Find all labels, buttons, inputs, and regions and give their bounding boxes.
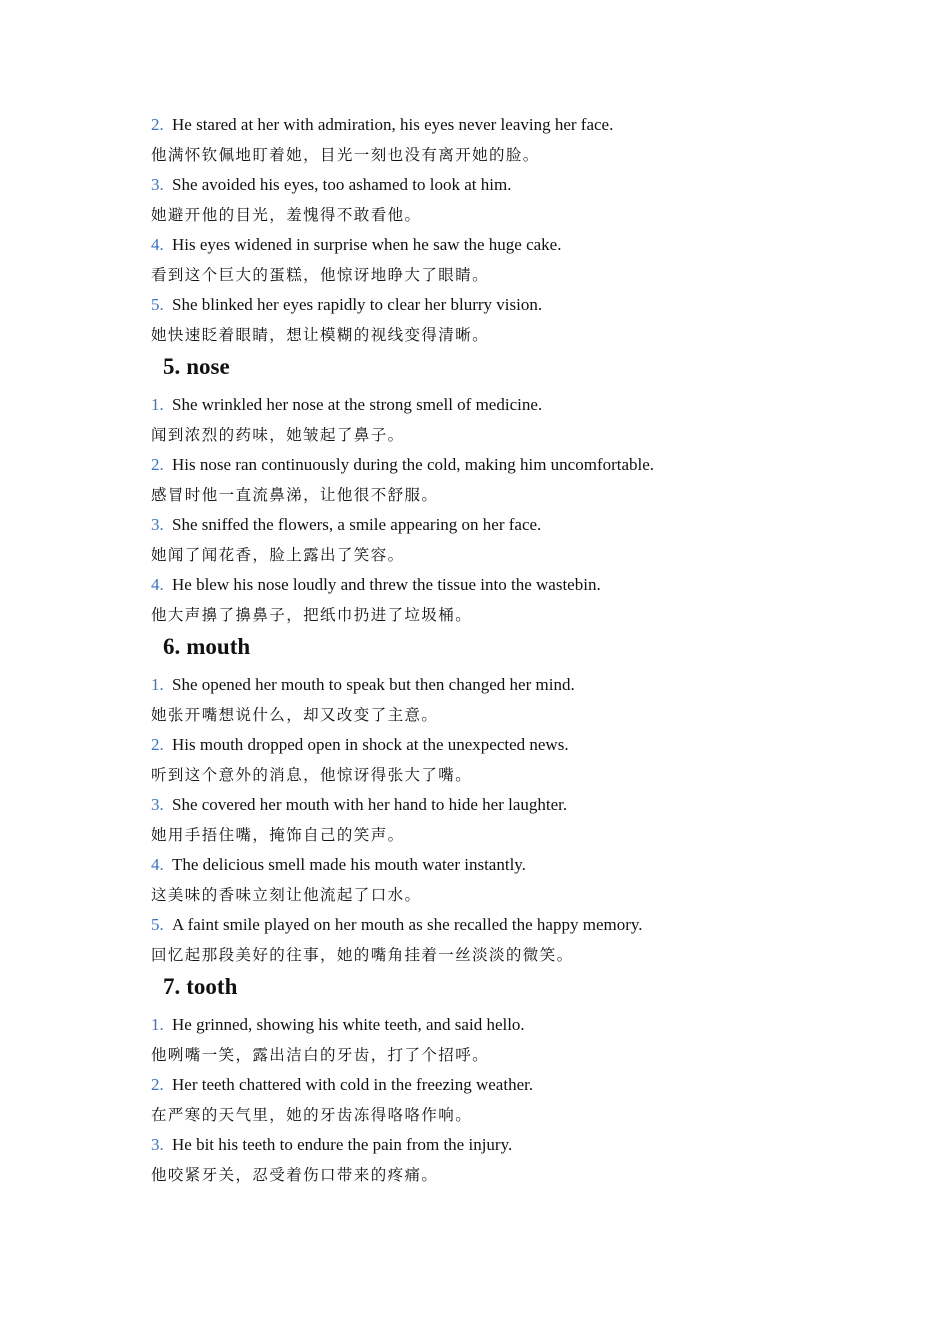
sentence-text: He stared at her with admiration, his eyes never leaving her face. [172, 115, 614, 134]
document-page [151, 114, 851, 1194]
example-sentence-en [151, 1134, 851, 1164]
item-number: 3. [151, 1135, 164, 1154]
example-sentence-en [151, 454, 851, 484]
section-title: nose [186, 354, 230, 379]
sentence-text: He blew his nose loudly and threw the tissue into the wastebin. [172, 575, 601, 594]
section-number: 5. [163, 354, 181, 379]
translation-zh: 听到这个意外的消息，他惊讶得张大了嘴。 [151, 766, 473, 784]
section-heading [151, 632, 851, 674]
example-sentence-en [151, 854, 851, 884]
item-number: 2. [151, 115, 164, 134]
example-sentence-en [151, 1014, 851, 1044]
section-number: 7. [163, 974, 181, 999]
translation-zh: 她闻了闻花香，脸上露出了笑容。 [151, 546, 405, 564]
example-sentence-en [151, 514, 851, 544]
sentence-text: Her teeth chattered with cold in the freezing weather. [172, 1075, 534, 1094]
translation-zh: 她快速眨着眼睛，想让模糊的视线变得清晰。 [151, 326, 490, 344]
translation-zh: 她张开嘴想说什么，却又改变了主意。 [151, 706, 439, 724]
translation-zh: 闻到浓烈的药味，她皱起了鼻子。 [151, 426, 405, 444]
translation-zh: 他咧嘴一笑，露出洁白的牙齿，打了个招呼。 [151, 1046, 490, 1064]
sentence-text: She opened her mouth to speak but then changed her mind. [172, 675, 575, 694]
section-tooth [151, 972, 851, 1194]
translation-zh: 在严寒的天气里，她的牙齿冻得咯咯作响。 [151, 1106, 473, 1124]
item-number: 2. [151, 455, 164, 474]
section-title: tooth [186, 974, 238, 999]
sentence-text: She avoided his eyes, too ashamed to look at him. [172, 175, 512, 194]
example-sentence-en [151, 114, 851, 144]
example-sentence-en [151, 294, 851, 324]
example-sentence-en [151, 394, 851, 424]
item-number: 4. [151, 855, 164, 874]
item-number: 3. [151, 175, 164, 194]
translation-zh: 她用手捂住嘴，掩饰自己的笑声。 [151, 826, 405, 844]
sentence-text: She blinked her eyes rapidly to clear her blurry vision. [172, 295, 543, 314]
section-heading [151, 352, 851, 394]
example-sentence-en [151, 914, 851, 944]
section-heading [151, 972, 851, 1014]
item-number: 3. [151, 795, 164, 814]
sentence-text: His nose ran continuously during the cold, making him uncomfortable. [172, 455, 655, 474]
translation-zh: 感冒时他一直流鼻涕，让他很不舒服。 [151, 486, 439, 504]
sentence-text: He bit his teeth to endure the pain from the injury. [172, 1135, 513, 1154]
item-number: 1. [151, 395, 164, 414]
item-number: 1. [151, 675, 164, 694]
section-number: 6. [163, 634, 181, 659]
sentence-text: She covered her mouth with her hand to hide her laughter. [172, 795, 568, 814]
example-sentence-en [151, 674, 851, 704]
translation-zh: 看到这个巨大的蛋糕，他惊讶地睁大了眼睛。 [151, 266, 490, 284]
sentence-text: She wrinkled her nose at the strong smell of medicine. [172, 395, 543, 414]
sentence-text: His eyes widened in surprise when he saw the huge cake. [172, 235, 562, 254]
translation-zh: 回忆起那段美好的往事，她的嘴角挂着一丝淡淡的微笑。 [151, 946, 574, 964]
item-number: 3. [151, 515, 164, 534]
translation-zh: 他大声擤了擤鼻子，把纸巾扔进了垃圾桶。 [151, 606, 473, 624]
section-nose [151, 352, 851, 634]
example-sentence-en [151, 794, 851, 824]
example-sentence-en [151, 174, 851, 204]
translation-zh: 她避开他的目光，羞愧得不敢看他。 [151, 206, 422, 224]
item-number: 5. [151, 915, 164, 934]
section-eyes-continued [151, 114, 851, 354]
sentence-text: The delicious smell made his mouth water instantly. [172, 855, 526, 874]
item-number: 4. [151, 575, 164, 594]
example-sentence-en [151, 234, 851, 264]
translation-zh: 他咬紧牙关，忍受着伤口带来的疼痛。 [151, 1166, 439, 1184]
example-sentence-en [151, 734, 851, 764]
sentence-text: He grinned, showing his white teeth, and said hello. [172, 1015, 525, 1034]
item-number: 2. [151, 735, 164, 754]
item-number: 1. [151, 1015, 164, 1034]
sentence-text: A faint smile played on her mouth as she recalled the happy memory. [172, 915, 643, 934]
item-number: 5. [151, 295, 164, 314]
sentence-text: She sniffed the flowers, a smile appearing on her face. [172, 515, 542, 534]
translation-zh: 他满怀钦佩地盯着她，目光一刻也没有离开她的脸。 [151, 146, 540, 164]
item-number: 2. [151, 1075, 164, 1094]
item-number: 4. [151, 235, 164, 254]
section-title: mouth [186, 634, 251, 659]
sentence-text: His mouth dropped open in shock at the unexpected news. [172, 735, 569, 754]
section-mouth [151, 632, 851, 974]
example-sentence-en [151, 574, 851, 604]
translation-zh: 这美味的香味立刻让他流起了口水。 [151, 886, 422, 904]
example-sentence-en [151, 1074, 851, 1104]
